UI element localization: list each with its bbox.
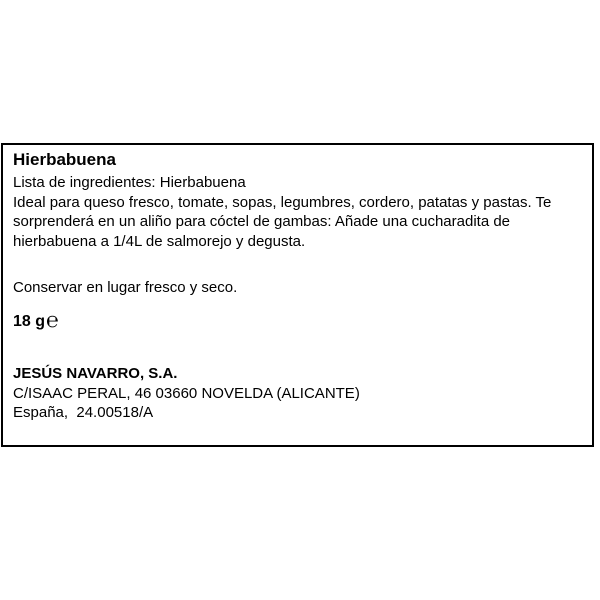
net-weight: 18 g [13,312,46,330]
ingredients-list: Lista de ingredientes: Hierbabuena [13,174,246,191]
product-label [1,143,594,447]
company-country-registry: España, 24.00518/A [13,404,154,421]
company-name: JESÚS NAVARRO, S.A. [13,364,178,382]
usage-description: Ideal para queso fresco, tomate, sopas, legumbres, cordero, patatas y pastas. Te sorprenderá en un aliño para cóctel de gambas: Añade una cucharadita de hierbabuena a 1/4L de salmorejo y degusta. [13,193,552,250]
company-address: C/ISAAC PERAL, 46 03660 NOVELDA (ALICANTE) [13,384,360,402]
storage-instructions: Conservar en lugar fresco y seco. [13,279,238,296]
net-weight-row [13,308,582,333]
estimated-sign-icon: ℮ [46,308,59,332]
product-name: Hierbabuena [13,150,116,169]
